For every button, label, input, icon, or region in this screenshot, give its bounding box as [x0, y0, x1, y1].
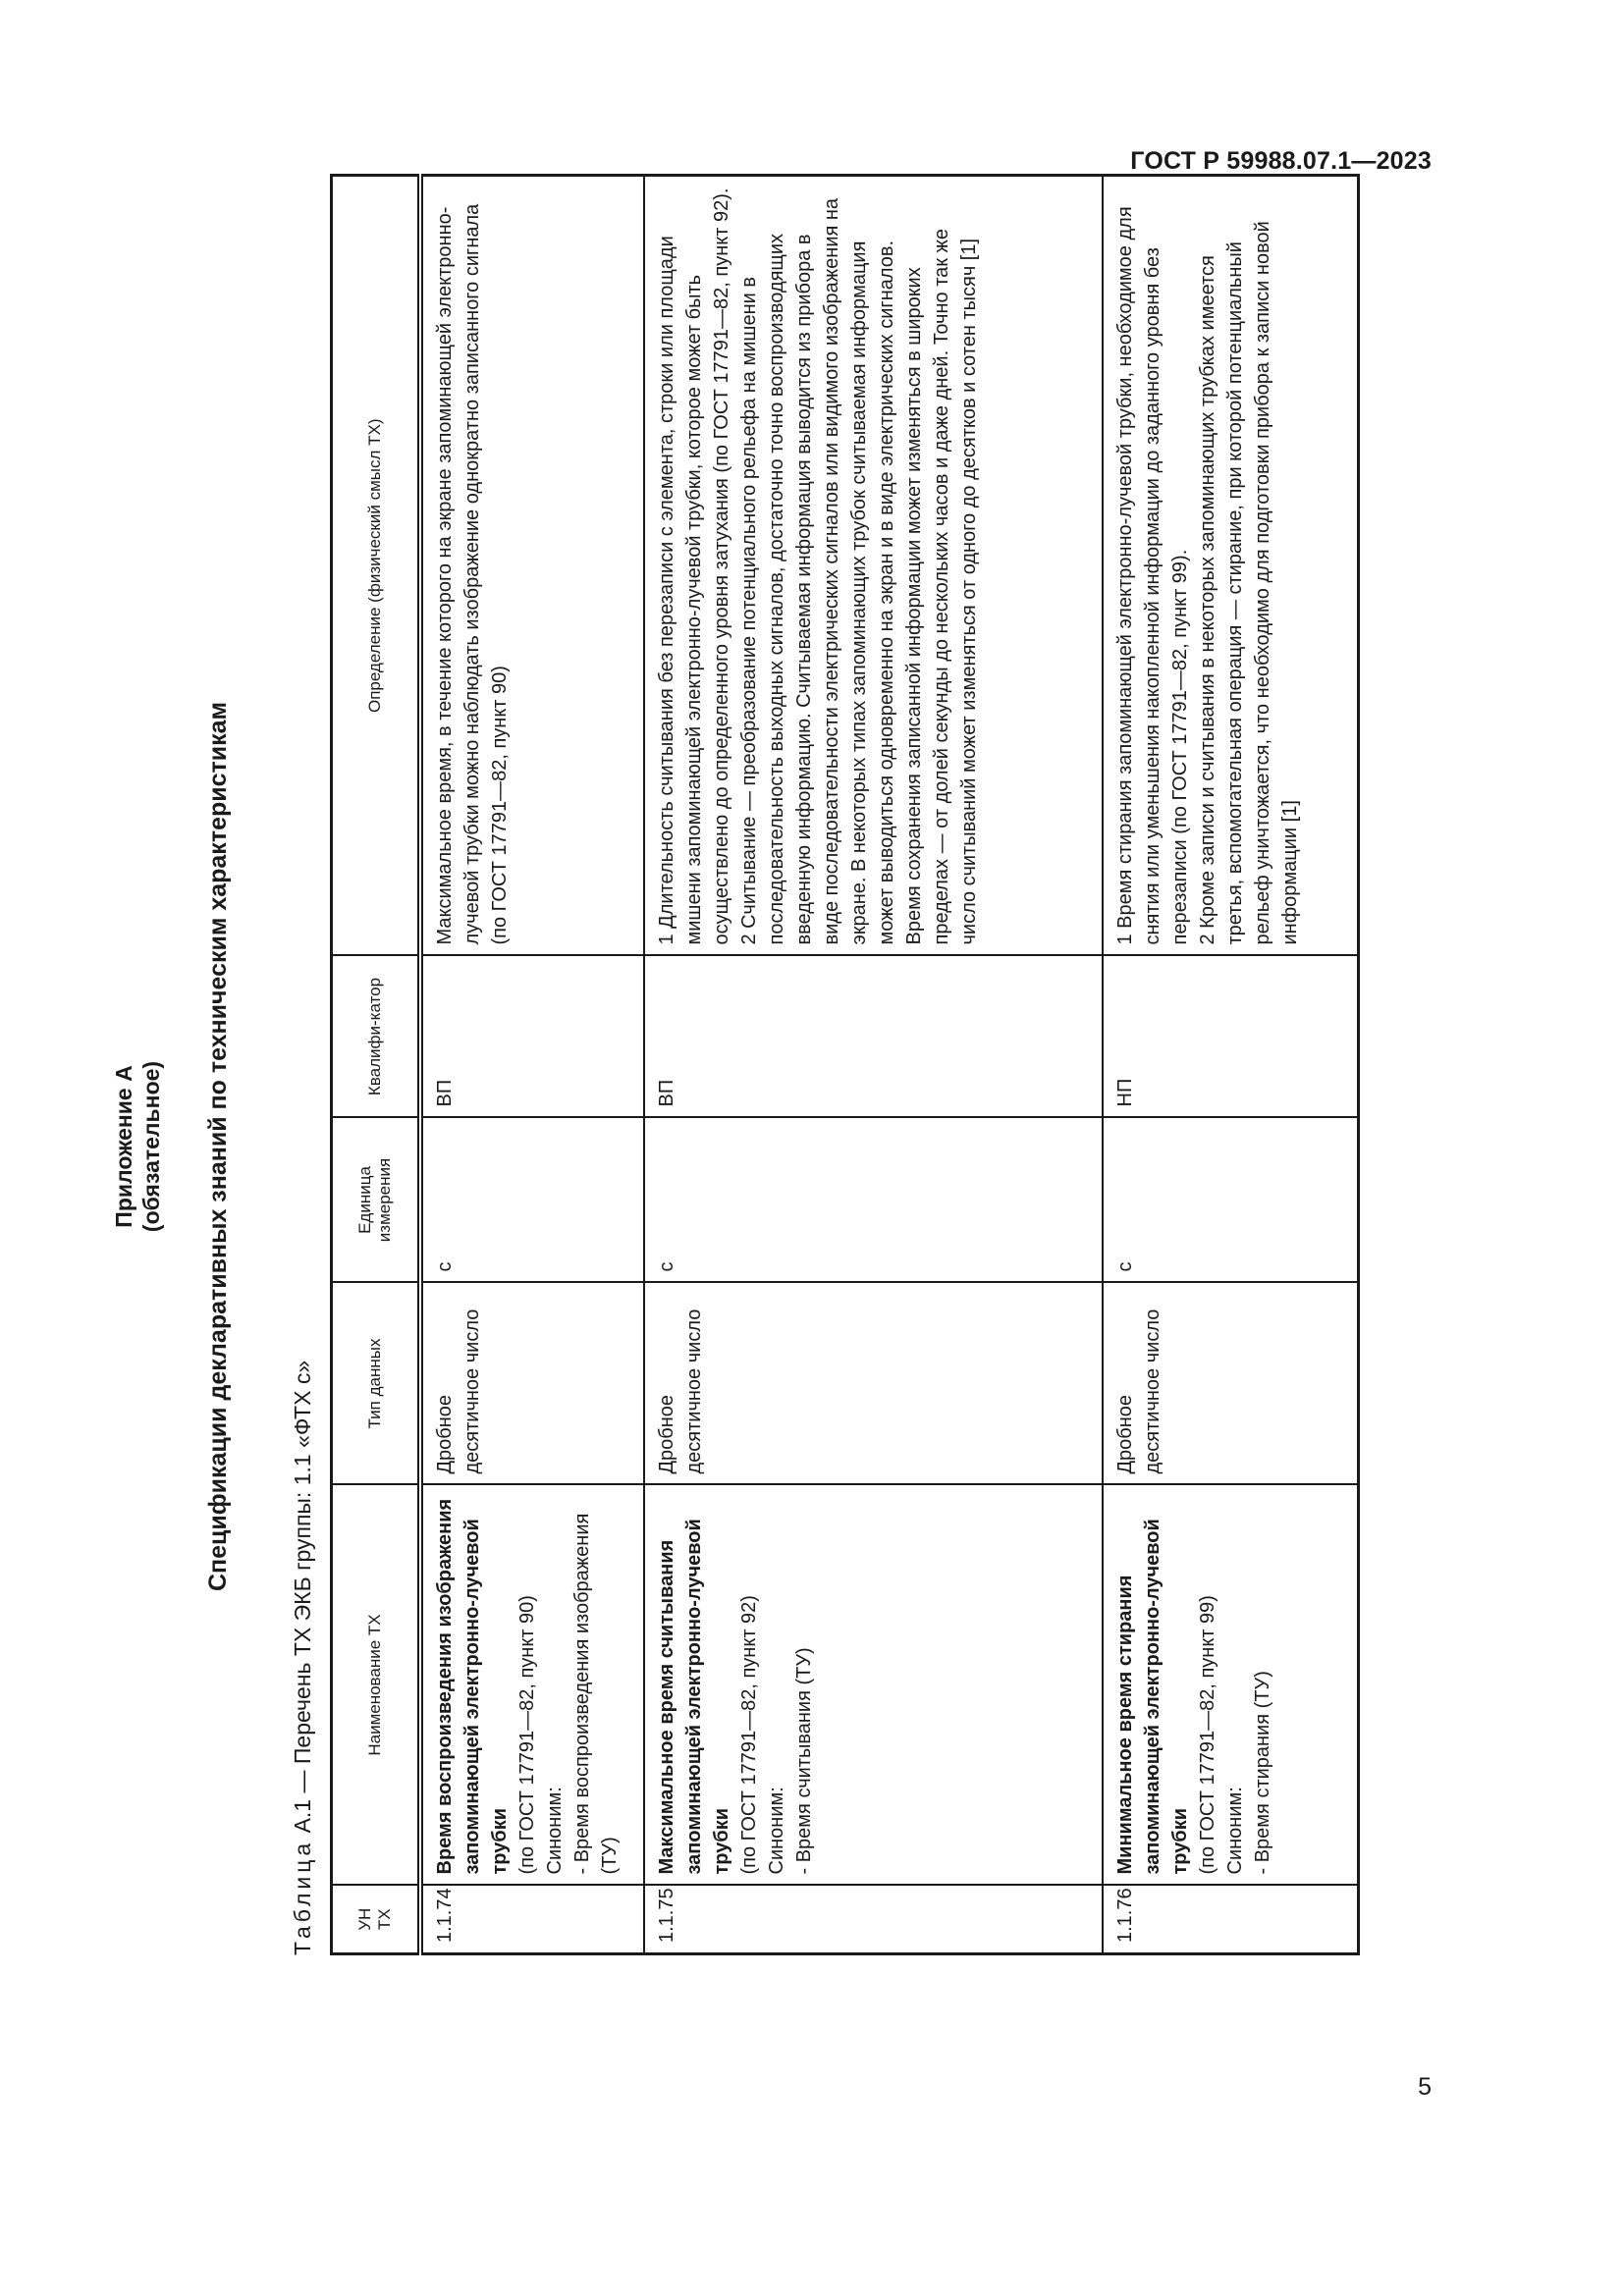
- synonym-label: Синоним:: [1224, 1787, 1246, 1875]
- cell-name: [420, 1485, 644, 1886]
- cell-unit: с: [644, 1118, 1103, 1283]
- cell-definition: Максимальное время, в течение которого на экране запоминающей электронно-лучевой трубки можно наблюдать изображение однократно записанного сигнала (по ГОСТ 17791—82, пункт 90): [420, 176, 644, 956]
- cell-un: 1.1.76: [1103, 1886, 1358, 1954]
- cell-name: [644, 1485, 1103, 1886]
- cell-qualifier: НП: [1103, 956, 1358, 1118]
- cell-un: 1.1.74: [420, 1886, 644, 1954]
- term-source: (по ГОСТ 17791—82, пункт 90): [516, 1595, 538, 1875]
- cell-qualifier: ВП: [644, 956, 1103, 1118]
- term-name: Время воспроизведения изображения запоминающей электронно-лучевой трубки: [434, 1498, 511, 1875]
- appendix-heading: [110, 165, 165, 2128]
- col-header-name: Наименование ТХ: [332, 1485, 421, 1886]
- page-number: 5: [1418, 2073, 1432, 2101]
- cell-un: 1.1.75: [644, 1886, 1103, 1954]
- document-number: ГОСТ Р 59988.07.1—2023: [1130, 147, 1432, 175]
- tx-spec-table: [330, 174, 1360, 1955]
- definition-part-2: 2 Кроме записи и считывания в некоторых запоминающих трубках имеется третья, вспомогательная операция — стирание, при которой потенциальный рельеф уничтожается, что необходимо для подготовки прибора к записи новой информации [1]: [1197, 221, 1301, 945]
- definition-part-1: 1 Время стирания запоминающей электронно-лучевой трубки, необходимое для снятия или уменьшения накопленной информации до заданного уровня без перезаписи (по ГОСТ 17791—82, пункт 99).: [1114, 206, 1191, 945]
- cell-type: Дробное десятичное число: [1103, 1283, 1358, 1485]
- table-header-row: [332, 176, 421, 1954]
- col-header-type: Тип данных: [332, 1283, 421, 1485]
- cell-qualifier: ВП: [420, 956, 644, 1118]
- table-caption-text: А.1 — Перечень ТХ ЭКБ группы: 1.1 «ФТХ с»: [290, 1360, 315, 1834]
- term-source: (по ГОСТ 17791—82, пункт 92): [738, 1595, 760, 1875]
- term-source: (по ГОСТ 17791—82, пункт 99): [1197, 1595, 1218, 1875]
- col-header-un: УН ТХ: [332, 1886, 421, 1954]
- synonym-value: - Время воспроизведения изображения (ТУ): [571, 1513, 621, 1875]
- definition-part-2: 2 Считывание — преобразование потенциального рельефа на мишени в последовательность выходных сигналов, достаточно точно воспроизводящих введенную информацию. Считываемая информация выводится из прибора в виде последовательности электрических сигналов или видимого изображения на экране. В некоторых типах запоминающих трубок считываемая информация может выводиться одновременно на экран и в виде электрических сигналов. Время сохранения записанной информации может изменяться в широких пределах — от долей секунды до нескольких часов и даже дней. Точно так же число считываний может изменяться от одного до десятков и сотен тысяч [1]: [738, 197, 980, 945]
- cell-type: Дробное десятичное число: [644, 1283, 1103, 1485]
- cell-unit: с: [420, 1118, 644, 1283]
- term-name: Максимальное время считывания запоминающей электронно-лучевой трубки: [656, 1519, 732, 1875]
- appendix-title: Приложение А: [111, 1065, 136, 1228]
- col-header-unit: Единица измерения: [332, 1118, 421, 1283]
- col-header-qualifier: Квалифи-катор: [332, 956, 421, 1118]
- synonym-label: Синоним:: [544, 1787, 566, 1875]
- col-header-definition: Определение (физический смысл ТХ): [332, 176, 421, 956]
- rotated-page-content: [110, 165, 1386, 2128]
- table-row: [420, 176, 644, 1954]
- synonym-label: Синоним:: [766, 1787, 787, 1875]
- cell-definition: [1103, 176, 1358, 956]
- table-caption: [290, 1361, 316, 1955]
- term-name: Минимальное время стирания запоминающей электронно-лучевой трубки: [1114, 1519, 1191, 1875]
- spec-title: Спецификации декларативных знаний по техническим характеристикам: [204, 701, 232, 1592]
- table-caption-prefix: Таблица: [290, 1839, 315, 1955]
- cell-type: Дробное десятичное число: [420, 1283, 644, 1485]
- table-row: [644, 176, 1103, 1954]
- cell-definition: [644, 176, 1103, 956]
- cell-name: [1103, 1485, 1358, 1886]
- table-row: [1103, 176, 1358, 1954]
- synonym-value: - Время стирания (ТУ): [1252, 1671, 1273, 1875]
- appendix-status: (обязательное): [138, 1060, 164, 1233]
- cell-unit: с: [1103, 1118, 1358, 1283]
- definition-part-1: 1 Длительность считывания без перезаписи с элемента, строки или площади мишени запоминающей электронно-лучевой трубки, которое может быть осуществлено до определенного уровня затухания (по ГОСТ 17791—82, пункт 92).: [656, 187, 732, 945]
- synonym-value: - Время считывания (ТУ): [793, 1647, 815, 1875]
